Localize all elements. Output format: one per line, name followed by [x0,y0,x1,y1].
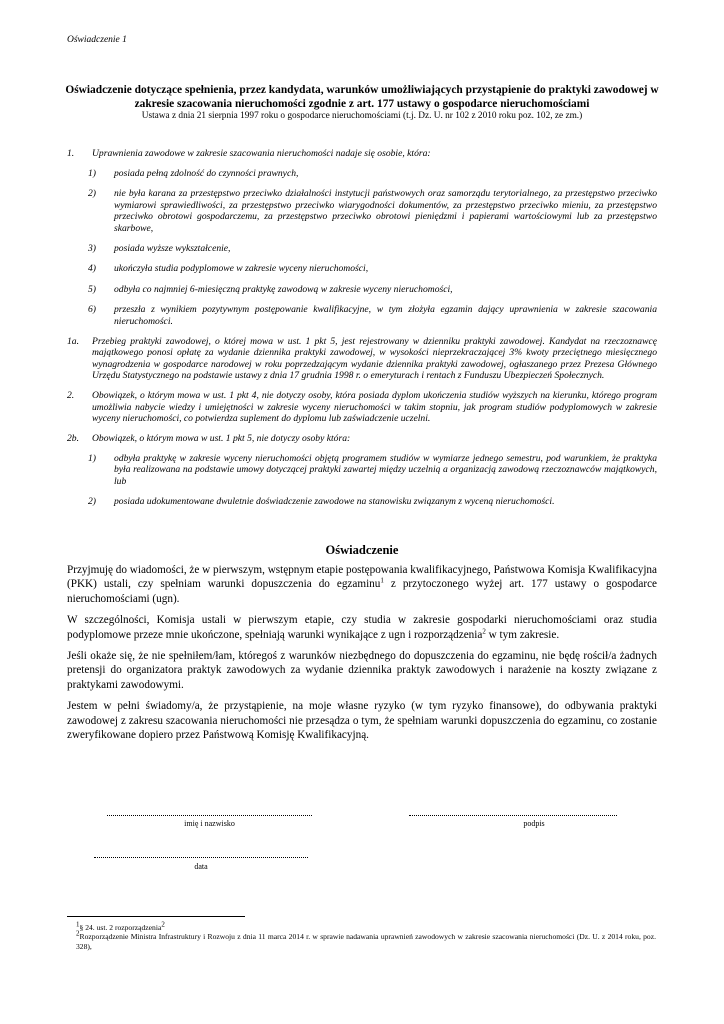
document-title: Oświadczenie dotyczące spełnienia, przez kandydata, warunków umożliwiających przystąpienie do praktyki zawodowej w zakresie szacowania nieruchomości zgodnie z art. 177 ustawy o gospodarce nieruchomościami [65,84,659,110]
paragraph-text: W szczególności, Komisja ustali w pierwszym etapie, czy studia w zakresie gospodarki nieruchomościami oraz studia podyplomowe przeze mnie ukończone, spełniają warunki wynikające z ugn i rozporządzenia [67,614,657,641]
footnote-1 [76,920,656,932]
declaration-paragraph [67,613,657,642]
sub-item-number: 2) [88,495,96,507]
sub-item-text: przeszła z wynikiem pozytywnym postępowanie kwalifikacyjne, w tym złożyła egzamin dający uprawnienia w zakresie szacowania nieruchomości. [114,304,657,327]
footnote-ref: 2 [482,626,486,635]
footnote-ref: 2 [161,920,165,929]
footnote-separator [67,916,245,917]
condition-item-2b [67,433,657,444]
paragraph-text: z przytoczonego wyżej art. 177 ustawy o gospodarce nieruchomościami (ugn). [67,578,657,605]
item-number: 2b. [67,432,79,444]
item-text: Obowiązek, o którym mowa w ust. 1 pkt 5, nie dotyczy osoby która: [92,432,351,444]
sub-item-text: posiada wyższe wykształcenie, [114,242,231,254]
item-text: Przebieg praktyki zawodowej, o której mowa w ust. 1 pkt 5, jest rejestrowany w dzienniku praktyki zawodowej. Kandydat na rzeczoznawcę majątkowego ponosi opłatę za wydanie dziennika praktyki zawodowej, w wysokości nieprzekraczającej 3% kwoty przeciętnego miesięcznego wynagrodzenia w gospodarce narodowej w roku poprzedzającym wydanie dziennika praktyki zawodowej, ogłaszanego przez Prezesa Głównego Urzędu Statystycznego na podstawie ustawy z dnia 17 grudnia 1998 r. o emeryturach i rentach z Funduszu Ubezpieczeń Społecznych. [92,335,657,382]
footnote-text: Rozporządzenie Ministra Infrastruktury i Rozwoju z dnia 11 marca 2014 r. w sprawie nadawania uprawnień zawodowych w zakresie szacowania nieruchomości (Dz. U. z 2014 roku, poz. 328), [76,932,656,951]
footnote-2 [76,929,656,951]
name-label: imię i nazwisko [184,819,235,828]
condition-item-1 [67,148,657,159]
footnote-number: 2 [76,929,80,938]
sub-item-number: 1) [88,167,96,179]
date-signature-line[interactable] [94,857,308,858]
sub-item-number: 6) [88,304,96,316]
sub-item-text: posiada udokumentowane dwuletnie doświadczenie zawodowe na stanowisku związanym z wyceną nieruchomości. [114,495,555,507]
footnote-ref: 1 [380,576,384,585]
item-number: 1. [67,148,75,159]
sub-item-number: 5) [88,283,96,295]
signature-label: podpis [523,819,545,828]
sub-item [88,284,657,295]
condition-item-1a [67,336,657,382]
condition-item-2 [67,390,657,424]
paragraph-text: w tym zakresie. [485,628,560,641]
sub-item-number: 3) [88,242,96,254]
sub-item [88,496,657,507]
item-number: 1a. [67,335,79,347]
sub-item [88,453,657,487]
sub-item [88,188,657,234]
sub-item-text: odbyła praktykę w zakresie wyceny nieruchomości objętą programem studiów w wymiarze jednego semestru, pod warunkiem, że praktyka była realizowana na podstawie umowy dotyczącej praktyki zawartej między uczelnią a organizacją zawodową rzeczoznawców majątkowych, lub [114,452,657,487]
item-number: 2. [67,390,75,402]
paragraph-text: Przyjmuję do wiadomości, że w pierwszym, wstępnym etapie postępowania kwalifikacyjnego, Państwowa Komisja Kwalifikacyjna (PKK) ustali, czy spełniam warunki dopuszczenia do egzaminu [67,564,657,591]
item-text: Uprawnienia zawodowe w zakresie szacowania nieruchomości nadaje się osobie, która: [92,148,431,159]
document-subtitle: Ustawa z dnia 21 sierpnia 1997 roku o gospodarce nieruchomościami (t.j. Dz. U. nr 102 z 2010 roku poz. 102, ze zm.) [141,111,583,121]
conditions-section [67,148,657,516]
declaration-paragraph [67,563,657,606]
footnote-number: 1 [76,920,80,929]
item-text: Obowiązek, o którym mowa w ust. 1 pkt 4, nie dotyczy osoby, która posiada dyplom ukończenia studiów wyższych na kierunku, którego program umożliwia nabycie wiedzy i umiejętności w zakresie wyceny nieruchomości w takim stopniu, jak program studiów podyplomowych w zakresie wyceny nieruchomości, co potwierdza suplement do dyplomu lub zaświadczenie uczelni. [92,390,657,424]
declaration-body [67,563,657,749]
footnote-text: § 24. ust. 2 rozporządzenia [79,923,162,932]
sub-item [88,168,657,179]
sub-item-text: odbyła co najmniej 6-miesięczną praktykę zawodową w zakresie wyceny nieruchomości, [114,283,453,295]
sub-item [88,304,657,327]
declaration-paragraph: Jeśli okaże się, że nie spełniłem/łam, któregoś z warunków niezbędnego do dopuszczenia do egzaminu, nie będę rościł/a żadnych pretensji do organizatora praktyk zawodowych za wydanie dziennika praktyk zawodowych i narażenie na koszty związane z praktykami zawodowymi. [67,650,657,691]
signature-line[interactable] [409,815,617,816]
sub-item-text: nie była karana za przestępstwo przeciwko działalności instytucji państwowych oraz samorządu terytorialnego, za przestępstwo przeciwko wymiarowi sprawiedliwości, za przestępstwo przeciwko wiarygodności dokumentów, za przestępstwo przeciwko mieniu, za przestępstwo przeciwko obrotowi gospodarczemu, za przestępstwo przeciwko obrotowi pieniędzmi i papierami wartościowymi lub za przestępstwo skarbowe, [114,188,657,234]
sub-item [88,243,657,254]
footnotes [76,920,656,951]
date-label: data [194,862,208,871]
sub-item-text: posiada pełną zdolność do czynności prawnych, [114,167,299,179]
sub-item-text: ukończyła studia podyplomowe w zakresie wyceny nieruchomości, [114,263,369,275]
declaration-title: Oświadczenie [325,543,399,557]
declaration-paragraph: Jestem w pełni świadomy/a, że przystąpienie, na moje własne ryzyko (w tym ryzyko finansowe), do odbywania praktyki zawodowej z zakresu szacowania nieruchomości nie przesądza o tym, że spełniam warunki dopuszczenia do egzaminu, co zostanie zweryfikowane dopiero przez Państwową Komisję Kwalifikacyjną. [67,700,657,742]
document-header-label: Oświadczenie 1 [67,35,127,45]
sub-item-number: 2) [88,188,96,200]
sub-item [88,263,657,274]
name-signature-line[interactable] [107,815,312,816]
sub-item-number: 4) [88,263,96,275]
sub-item-number: 1) [88,452,96,464]
